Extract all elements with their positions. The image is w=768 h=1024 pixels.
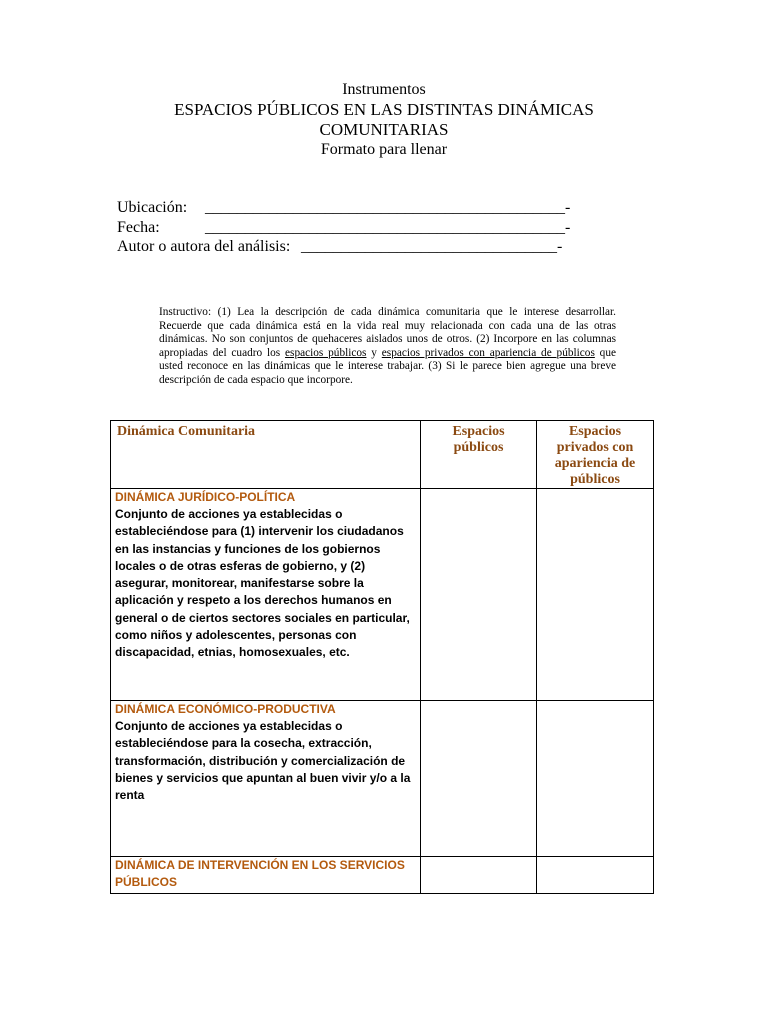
private-spaces-cell[interactable] bbox=[537, 701, 654, 857]
document-title-block bbox=[0, 80, 768, 160]
public-spaces-cell[interactable] bbox=[421, 489, 537, 701]
title-instrumentos: Instrumentos bbox=[342, 81, 426, 98]
instructions-paragraph bbox=[159, 306, 616, 387]
instructions-underline-private-spaces: espacios privados con apariencia de públicos bbox=[381, 346, 595, 359]
instructions-underline-public-spaces: espacios públicos bbox=[285, 346, 367, 359]
private-spaces-cell[interactable] bbox=[537, 857, 654, 894]
field-label-autor: Autor o autora del análisis: bbox=[117, 238, 291, 255]
title-main: ESPACIOS PÚBLICOS EN LAS DISTINTAS DINÁMICAS bbox=[174, 100, 594, 119]
section-title-economico-productiva: DINÁMICA ECONÓMICO-PRODUCTIVA bbox=[115, 702, 336, 716]
header-espacios-publicos bbox=[421, 421, 537, 489]
dynamic-cell bbox=[111, 701, 421, 857]
dynamics-table bbox=[110, 420, 654, 894]
instructions-text-1: Instructivo: (1) Lea la descripción de cada dinámica comunitaria que le interese desarrollar. Recuerde que cada dinámica está en la vida real muy relacionada con cada una de las otras dinámicas. No son conjuntos de quehaceres aislados unos de otros. (2) Incorpore en las columnas apropiadas del cuadro los bbox=[159, 306, 616, 359]
table-row bbox=[111, 701, 654, 857]
dynamic-cell bbox=[111, 489, 421, 701]
table-header-row bbox=[111, 421, 654, 489]
field-label-fecha: Fecha: bbox=[117, 218, 160, 236]
public-spaces-cell[interactable] bbox=[421, 857, 537, 894]
field-line-fecha[interactable]: _____________________________________________- bbox=[205, 218, 571, 236]
field-line-ubicacion[interactable]: _____________________________________________- bbox=[205, 199, 571, 216]
header-espacios-publicos-text: Espacios públicos bbox=[452, 424, 505, 455]
field-line-autor[interactable]: ________________________________- bbox=[301, 238, 563, 255]
table-row bbox=[111, 489, 654, 701]
title-subtitle: Formato para llenar bbox=[320, 141, 448, 158]
section-description-economico-productiva: Conjunto de acciones ya establecidas o estableciéndose para la cosecha, extracción, transformación, distribución y comercialización de bienes y servicios que apuntan al buen vivir y/o a la renta bbox=[115, 719, 411, 803]
section-title-servicios-publicos: DINÁMICA DE INTERVENCIÓN EN LOS SERVICIOS PÚBLICOS bbox=[115, 858, 405, 889]
private-spaces-cell[interactable] bbox=[537, 489, 654, 701]
header-espacios-privados bbox=[537, 421, 654, 489]
field-label-ubicacion: Ubicación: bbox=[117, 199, 188, 216]
dynamic-cell bbox=[111, 857, 421, 894]
header-dinamica-comunitaria: Dinámica Comunitaria bbox=[111, 421, 421, 489]
table-row bbox=[111, 857, 654, 894]
title-main-continued: COMUNITARIAS bbox=[319, 120, 449, 139]
header-espacios-privados-text: Espacios privados con apariencia de públicos bbox=[554, 424, 636, 487]
instructions-text-2: y bbox=[366, 346, 382, 359]
section-description-juridico-politica: Conjunto de acciones ya establecidas o estableciéndose para (1) intervenir los ciudadanos en las instancias y funciones de los gobiernos locales o de otras esferas de gobierno, y (2) asegurar, monitorear, manifestarse sobre la aplicación y respeto a los derechos humanos en general o de ciertos sectores sociales en particular, como niños y adolescentes, personas con discapacidad, etnias, homosexuales, etc. bbox=[115, 507, 410, 660]
instructions-text-3: que usted reconoce en las dinámicas que le interese trabajar. (3) Si le parece bien agregue una breve descripción de cada espacio que incorpore. bbox=[159, 346, 616, 386]
public-spaces-cell[interactable] bbox=[421, 701, 537, 857]
section-title-juridico-politica: DINÁMICA JURÍDICO-POLÍTICA bbox=[115, 490, 296, 504]
